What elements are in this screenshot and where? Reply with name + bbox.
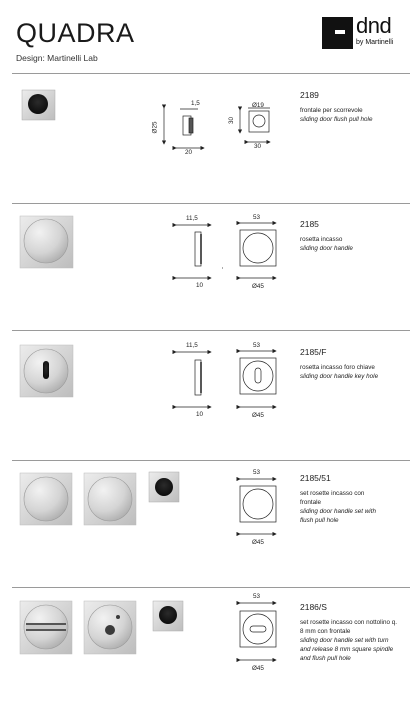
drawing-side-2185F — [176, 352, 211, 407]
description-en: sliding door handle — [300, 245, 353, 252]
description-it: rosetta incasso foro chiave — [300, 364, 375, 371]
dim-label: 10 — [196, 282, 204, 289]
drawing-front-2186S — [240, 603, 276, 660]
product-code: 2185/51 — [300, 473, 331, 483]
product-code: 2185/F — [300, 347, 327, 357]
product-description — [300, 363, 406, 381]
logo-subtext: by Martinelli — [356, 39, 394, 46]
description-it: set rosette incasso con frontale — [300, 490, 365, 506]
dim-label: Ø25 — [151, 121, 159, 134]
description-en: sliding door handle set with flush pull hole — [300, 508, 376, 524]
description-en: sliding door handle key hole — [300, 373, 379, 380]
product-description — [300, 489, 386, 525]
designer-credit: Design: Martinelli Lab — [16, 53, 98, 63]
dim-label: 30 — [254, 143, 262, 150]
dim-label: 53 — [253, 593, 261, 600]
description-it: set rosette incasso con nottolino q. 8 mm con frontale — [300, 619, 397, 635]
dim-label: 11,5 — [186, 342, 198, 349]
product-description — [300, 618, 398, 663]
drawing-side-2189 — [164, 108, 204, 148]
dim-label: 11,5 — [186, 215, 198, 222]
product-code: 2189 — [300, 90, 319, 100]
page-title: QUADRA — [16, 18, 135, 48]
dim-label: Ø45 — [252, 412, 264, 419]
photo-set-2186S — [20, 601, 183, 654]
photo-handle-keyhole-2185F — [20, 345, 73, 397]
photo-handle-2185 — [20, 216, 73, 268]
drawing-front-2185 — [222, 223, 276, 278]
drawing-side-2185 — [176, 225, 211, 278]
dim-label: Ø45 — [252, 539, 264, 546]
dim-label: Ø19 — [252, 102, 264, 109]
description-en: sliding door flush pull hole — [300, 116, 373, 123]
dim-label: 53 — [253, 214, 261, 221]
photo-flush-pull-2189 — [22, 90, 55, 120]
description-it: frontale per scorrevole — [300, 107, 363, 114]
dim-label: Ø45 — [252, 283, 264, 290]
product-description — [300, 106, 406, 124]
drawing-front-2189 — [240, 108, 270, 142]
product-description — [300, 235, 406, 253]
dim-label: 53 — [253, 469, 261, 476]
product-code: 2185 — [300, 219, 319, 229]
dim-label: Ø45 — [252, 665, 264, 672]
description-en: sliding door handle set with turn and release 8 mm square spindle and flush pull hole — [300, 637, 394, 662]
dim-label: 10 — [196, 411, 204, 418]
drawing-front-2185-51 — [240, 479, 276, 534]
product-code: 2186/S — [300, 602, 327, 612]
logo-text: dnd — [356, 13, 392, 38]
dim-label: 1,5 — [191, 100, 200, 107]
photo-set-2185-51 — [20, 472, 179, 525]
drawing-front-2185F — [240, 351, 276, 407]
dim-label: 53 — [253, 342, 261, 349]
dim-label: 20 — [185, 149, 193, 156]
description-it: rosetta incasso — [300, 236, 343, 243]
dim-label: 30 — [228, 116, 236, 125]
